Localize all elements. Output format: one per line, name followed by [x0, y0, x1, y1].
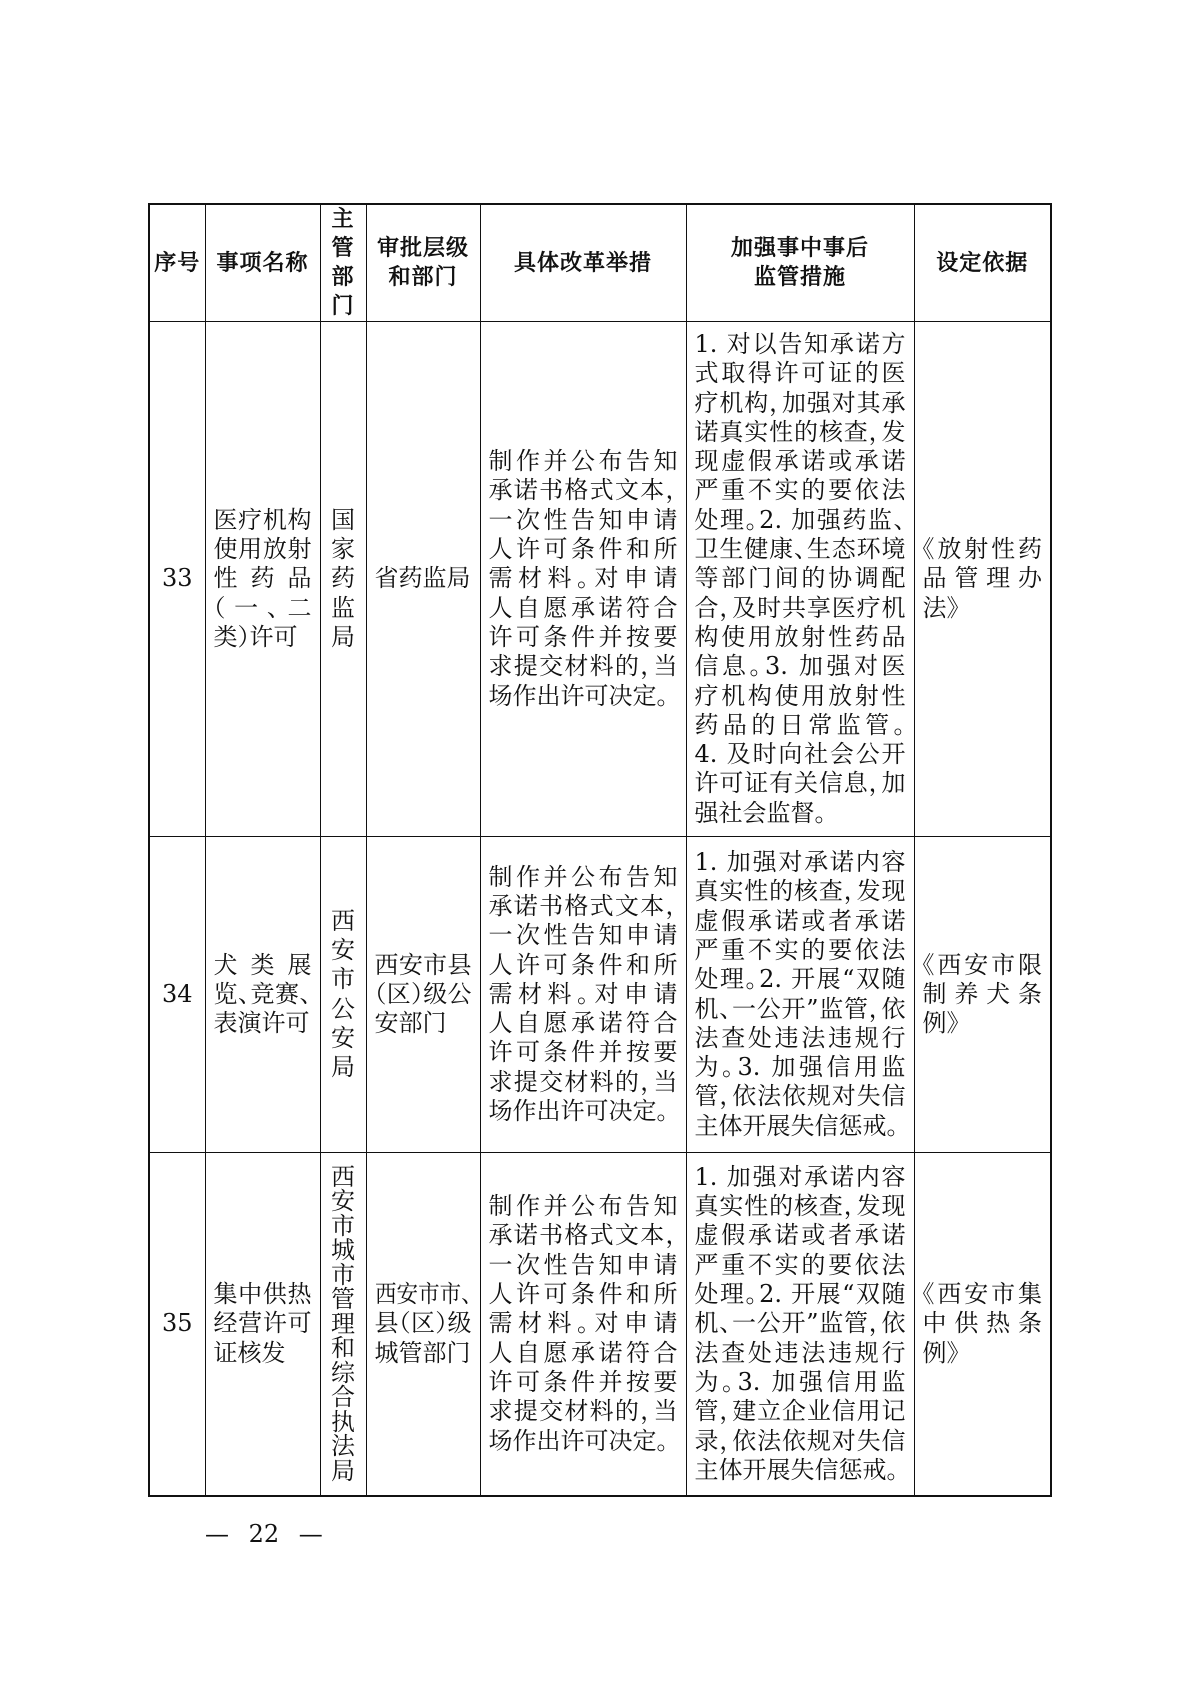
approval-line: 西安市市、 [374, 1280, 472, 1309]
page-number: — 22 — [205, 1520, 323, 1548]
item-name-cell [205, 322, 320, 837]
measures-line: 许可条件并按要 [488, 622, 678, 651]
header-measures-label: 具体改革举措 [513, 250, 652, 276]
supervision-text [695, 848, 906, 1141]
item-name-text [214, 951, 312, 1039]
supervision-text [695, 330, 906, 828]
supervision-line: 1. 加强对承诺内容 [694, 1162, 906, 1191]
header-approval [366, 204, 480, 322]
supervision-line: 为。3. 加强信用监 [694, 1367, 906, 1396]
supervision-line: 许可证有关信息，加 [694, 769, 906, 798]
basis-text [923, 535, 1043, 623]
approval-line: 城管部门 [374, 1338, 471, 1367]
table-header-row [149, 204, 1051, 322]
measures-line: 人许可条件和所 [488, 535, 678, 564]
measures-line: 一次性告知申请 [488, 505, 678, 534]
item-name-line: 类）许可 [213, 622, 298, 651]
supervision-line: 处理。2. 开展“双随 [694, 965, 906, 994]
dept-text: 西安市城市管理和综合执法局 [330, 1162, 355, 1485]
supervision-line: 4. 及时向社会公开 [694, 740, 906, 769]
approval-items-table [148, 203, 1052, 1497]
measures-line: 许可条件并按要 [488, 1038, 678, 1067]
header-approval-line: 和部门 [388, 265, 458, 290]
supervision-line: 管，依法依规对失信 [694, 1082, 906, 1111]
approval-cell [366, 1153, 480, 1497]
basis-cell [914, 837, 1051, 1153]
basis-line: 《西安市限 [922, 950, 1042, 979]
measures-line: 人许可条件和所 [488, 950, 678, 979]
seq-number: 35 [161, 1309, 193, 1338]
item-name-line: 经营许可 [213, 1309, 312, 1338]
approval-line: （区）级公 [374, 979, 472, 1008]
item-name-line: 使用放射 [213, 535, 312, 564]
table-row [149, 837, 1051, 1153]
supervision-line: 等部门间的协调配 [694, 564, 906, 593]
header-dept-label: 主管部门 [331, 207, 355, 319]
supervision-line: 严重不实的要依法 [694, 1250, 906, 1279]
measures-line: 场作出许可决定。 [488, 1426, 669, 1455]
supervision-line: 药品的日常监管。 [694, 710, 906, 739]
basis-line: 中供热条 [922, 1309, 1042, 1338]
header-dept [320, 204, 366, 322]
supervision-line: 处理。2. 加强药监、 [694, 505, 906, 534]
supervision-text [695, 1163, 906, 1485]
approval-cell [366, 322, 480, 837]
supervision-line: 强社会监督。 [694, 798, 827, 827]
header-item-name [205, 204, 320, 322]
item-name-text [214, 1280, 312, 1368]
dept-text: 西安市公安局 [330, 906, 355, 1082]
item-name-cell [205, 1153, 320, 1497]
basis-cell [914, 322, 1051, 837]
measures-line: 场作出许可决定。 [488, 681, 669, 710]
supervision-line: 1. 对以告知承诺方 [694, 329, 906, 358]
supervision-line: 构使用放射性药品 [694, 622, 906, 651]
dept-cell [320, 1153, 366, 1497]
supervision-line: 虚假承诺或者承诺 [694, 1221, 906, 1250]
dept-cell [320, 322, 366, 837]
seq-cell [149, 322, 205, 837]
approval-line: 省药监局 [374, 564, 471, 593]
supervision-line: 录，依法依规对失信 [694, 1426, 906, 1455]
item-name-line: （一、二 [213, 593, 312, 622]
basis-line: 《放射性药 [922, 535, 1042, 564]
basis-cell [914, 1153, 1051, 1497]
supervision-line: 为。3. 加强信用监 [694, 1053, 906, 1082]
measures-line: 需材料。对申请 [488, 564, 678, 593]
measures-line: 求提交材料的，当 [488, 1397, 678, 1426]
supervision-line: 式取得许可证的医 [694, 359, 906, 388]
supervision-cell [686, 1153, 914, 1497]
measures-line: 承诺书格式文本， [488, 476, 678, 505]
seq-number: 34 [161, 979, 193, 1008]
supervision-line: 法查处违法违规行 [694, 1023, 906, 1052]
supervision-line: 真实性的核查，发现 [694, 1192, 906, 1221]
table-row [149, 322, 1051, 837]
basis-line: 制养犬条 [922, 979, 1042, 1008]
approval-line: 县（区）级 [374, 1309, 472, 1338]
item-name-line: 证核发 [213, 1338, 286, 1367]
approval-line: 西安市县 [374, 950, 472, 979]
measures-line: 制作并公布告知 [488, 862, 678, 891]
header-seq-label: 序号 [154, 250, 201, 276]
item-name-text [214, 506, 312, 652]
item-name-line: 览、竞赛、 [213, 979, 312, 1008]
measures-line: 需材料。对申请 [488, 1309, 678, 1338]
supervision-line: 处理。2. 开展“双随 [694, 1280, 906, 1309]
basis-line: 品管理办 [922, 564, 1042, 593]
header-basis [914, 204, 1051, 322]
header-supervision-line: 监管措施 [753, 265, 846, 290]
supervision-line: 严重不实的要依法 [694, 476, 906, 505]
supervision-line: 真实性的核查，发现 [694, 877, 906, 906]
supervision-line: 机、一公开”监管，依 [694, 1309, 906, 1338]
measures-line: 求提交材料的，当 [488, 1067, 678, 1096]
basis-text [923, 951, 1043, 1039]
supervision-cell [686, 837, 914, 1153]
supervision-line: 主体开展失信惩戒。 [694, 1111, 899, 1140]
measures-text [489, 447, 678, 711]
supervision-line: 信息。3. 加强对医 [694, 652, 906, 681]
header-approval-label [370, 234, 477, 292]
measures-line: 一次性告知申请 [488, 1250, 678, 1279]
header-basis-label: 设定依据 [936, 250, 1029, 276]
measures-cell [480, 1153, 686, 1497]
supervision-line: 疗机构，加强对其承 [694, 388, 906, 417]
measures-line: 承诺书格式文本， [488, 1221, 678, 1250]
item-name-cell [205, 837, 320, 1153]
supervision-line: 卫生健康、生态环境 [694, 535, 906, 564]
measures-line: 制作并公布告知 [488, 447, 678, 476]
supervision-line: 合，及时共享医疗机 [694, 593, 906, 622]
basis-line: 例》 [922, 1338, 959, 1367]
dept-cell [320, 837, 366, 1153]
supervision-line: 诺真实性的核查，发 [694, 417, 906, 446]
supervision-line: 虚假承诺或者承诺 [694, 906, 906, 935]
supervision-cell [686, 322, 914, 837]
measures-line: 一次性告知申请 [488, 921, 678, 950]
supervision-line: 法查处违法违规行 [694, 1338, 906, 1367]
measures-line: 人自愿承诺符合 [488, 593, 678, 622]
supervision-line: 管，建立企业信用记 [694, 1397, 906, 1426]
basis-text [923, 1280, 1043, 1368]
approval-text [375, 1280, 472, 1368]
measures-line: 求提交材料的，当 [488, 652, 678, 681]
table-row [149, 1153, 1051, 1497]
item-name-line: 犬类展 [213, 950, 312, 979]
basis-line: 《西安市集 [922, 1280, 1042, 1309]
measures-cell [480, 322, 686, 837]
measures-line: 许可条件并按要 [488, 1367, 678, 1396]
measures-text [489, 1192, 678, 1456]
supervision-line: 严重不实的要依法 [694, 935, 906, 964]
item-name-line: 医疗机构 [213, 505, 312, 534]
item-name-line: 集中供热 [213, 1280, 312, 1309]
dept-text: 国家药监局 [330, 505, 355, 651]
supervision-line: 主体开展失信惩戒。 [694, 1455, 899, 1484]
header-approval-line: 审批层级 [376, 236, 469, 261]
supervision-line: 疗机构使用放射性 [694, 681, 906, 710]
header-supervision [686, 204, 914, 322]
measures-line: 场作出许可决定。 [488, 1097, 669, 1126]
approval-text [375, 564, 472, 593]
header-item-name-label: 事项名称 [216, 250, 309, 276]
measures-cell [480, 837, 686, 1153]
measures-line: 承诺书格式文本， [488, 891, 678, 920]
supervision-line: 现虚假承诺或承诺 [694, 447, 906, 476]
measures-line: 需材料。对申请 [488, 979, 678, 1008]
measures-line: 人自愿承诺符合 [488, 1338, 678, 1367]
header-measures [480, 204, 686, 322]
measures-line: 人自愿承诺符合 [488, 1009, 678, 1038]
approval-line: 安部门 [374, 1009, 447, 1038]
header-supervision-line: 加强事中事后 [730, 236, 869, 261]
seq-number: 33 [161, 564, 193, 593]
measures-line: 人许可条件和所 [488, 1280, 678, 1309]
item-name-line: 表演许可 [213, 1009, 310, 1038]
seq-cell [149, 837, 205, 1153]
supervision-line: 机、一公开”监管，依 [694, 994, 906, 1023]
basis-line: 例》 [922, 1009, 959, 1038]
item-name-line: 性药品 [213, 564, 312, 593]
header-seq [149, 204, 205, 322]
seq-cell [149, 1153, 205, 1497]
supervision-line: 1. 加强对承诺内容 [694, 848, 906, 877]
basis-line: 法》 [922, 593, 959, 622]
approval-cell [366, 837, 480, 1153]
measures-line: 制作并公布告知 [488, 1192, 678, 1221]
header-supervision-label [690, 234, 911, 292]
approval-text [375, 951, 472, 1039]
measures-text [489, 863, 678, 1127]
